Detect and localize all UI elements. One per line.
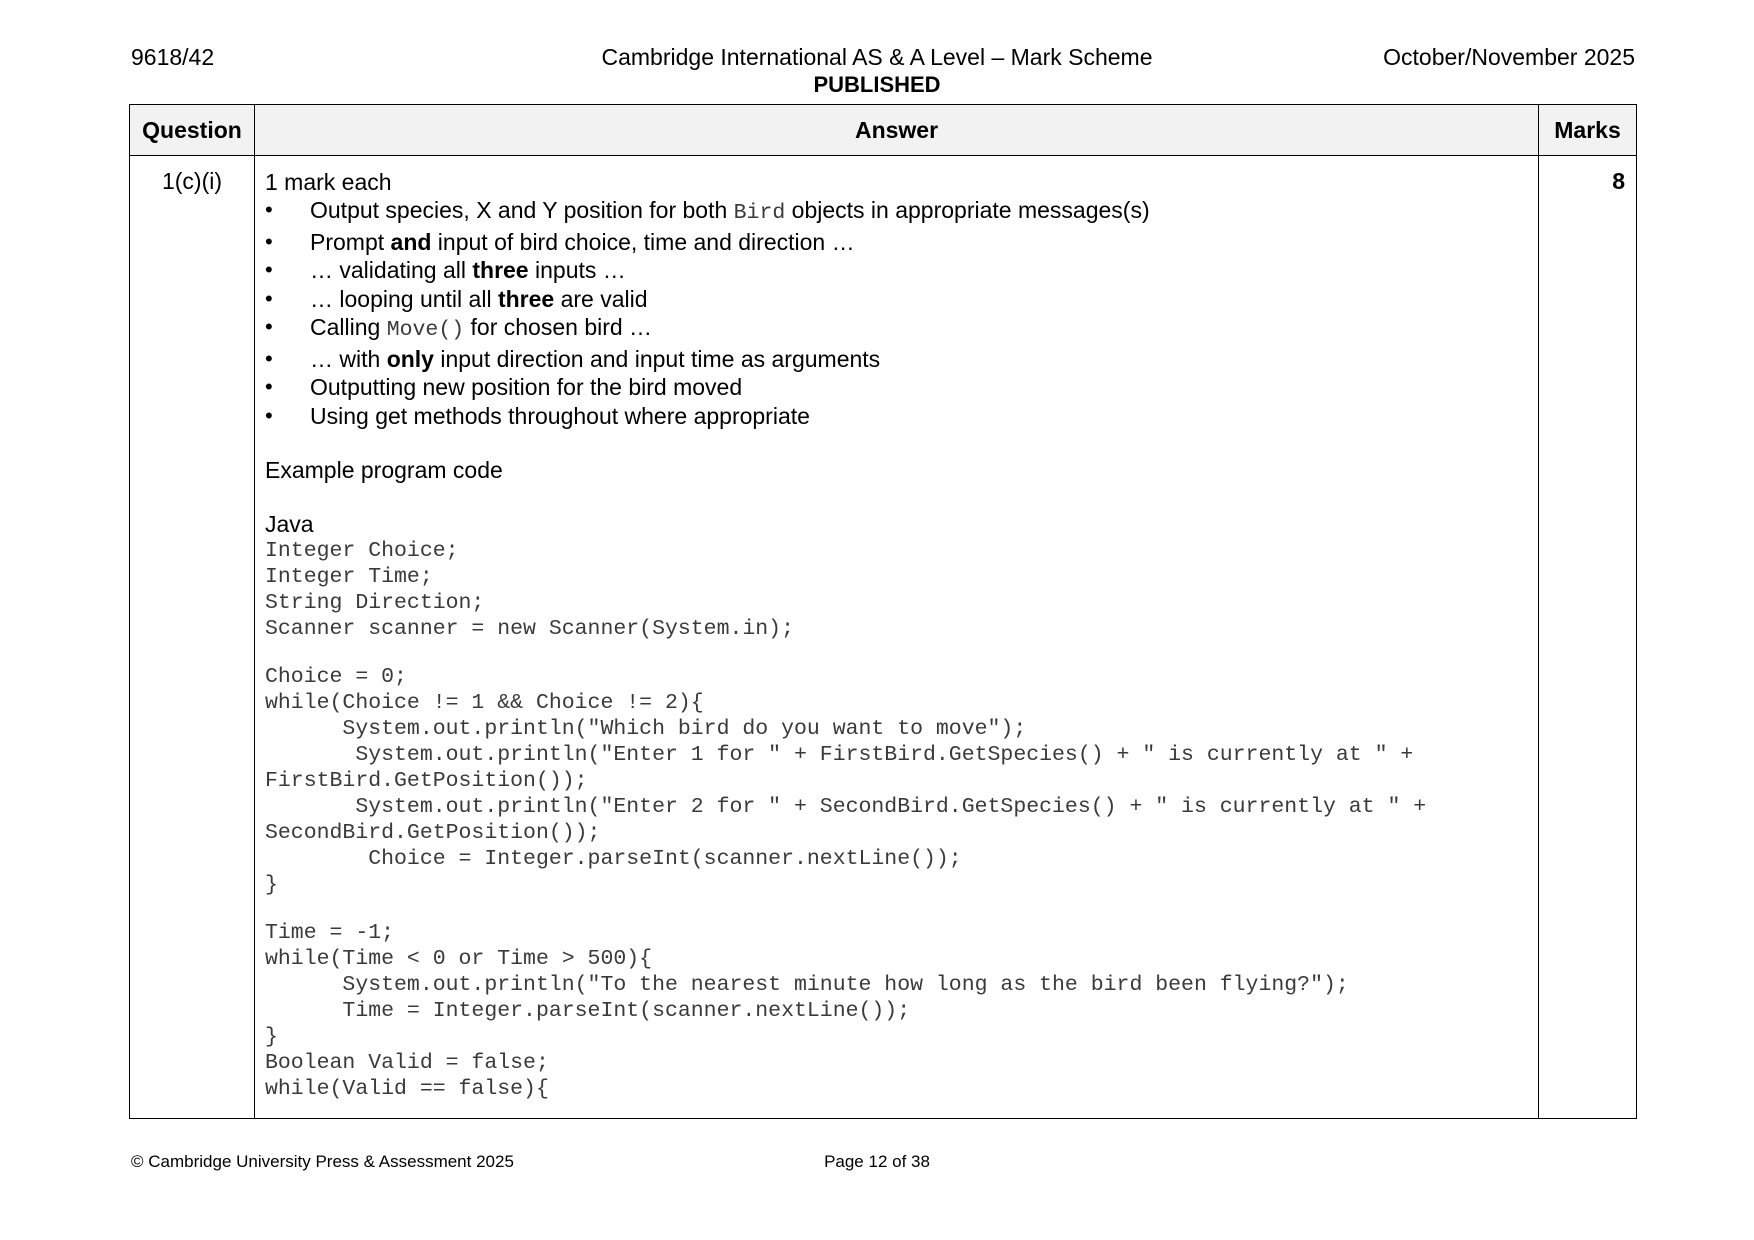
inline-code: Move(): [386, 318, 465, 342]
bullet-emphasis: only: [386, 345, 434, 372]
bullet-text: are valid: [554, 285, 648, 312]
bullet-text: for chosen bird …: [464, 314, 653, 340]
answer-column-header: Answer: [255, 105, 1539, 156]
list-item: [265, 196, 1528, 228]
copyright-notice: © Cambridge University Press & Assessment 2025: [131, 1152, 514, 1171]
bullet-text: inputs …: [528, 257, 626, 283]
marking-points-list: [265, 196, 1528, 430]
table-row: [130, 156, 1637, 1119]
list-item: [265, 256, 1528, 285]
list-item: [265, 402, 1528, 431]
list-item: [265, 345, 1528, 374]
bullet-emphasis: three: [497, 285, 555, 312]
list-item: [265, 228, 1528, 257]
marks-value: 8: [1539, 156, 1637, 1119]
bullet-text: objects in appropriate messages(s): [785, 197, 1150, 223]
mark-scheme-table: [129, 104, 1637, 1119]
bullet-text: … with: [310, 345, 387, 372]
document-title: Cambridge International AS & A Level – Mark Scheme: [601, 44, 1153, 70]
table-header-row: [130, 105, 1637, 156]
answer-cell: [255, 156, 1539, 1119]
question-number: 1(c)(i): [130, 156, 255, 1119]
code-block: Time = -1; while(Time < 0 or Time > 500){ System.out.println("To the nearest minute how long as the bird been flying?"); Time = Integer.parseInt(scanner.nextLine()); } Boolean Valid = false; while(Valid == false){: [265, 921, 1349, 1101]
marking-intro: 1 mark each: [265, 169, 392, 195]
page-number: Page 12 of 38: [824, 1152, 930, 1171]
bullet-emphasis: and: [390, 228, 432, 255]
marks-column-header: Marks: [1539, 105, 1637, 156]
list-item: [265, 373, 1528, 402]
exam-session: October/November 2025: [1383, 44, 1635, 70]
published-label: PUBLISHED: [813, 72, 941, 97]
example-code-heading: Example program code: [265, 457, 503, 483]
bullet-text: input direction and input time as arguments: [433, 345, 881, 372]
bullet-emphasis: three: [472, 257, 529, 283]
list-item: [265, 285, 1528, 314]
bullet-text: … looping until all: [310, 285, 498, 312]
code-block: Integer Choice; Integer Time; String Direction; Scanner scanner = new Scanner(System.in);: [265, 539, 794, 641]
language-label: Java: [265, 511, 314, 537]
bullet-text: input of bird choice, time and direction …: [431, 228, 855, 255]
bullet-text: Output species, X and Y position for both: [310, 197, 734, 223]
inline-code: Bird: [733, 201, 786, 225]
question-column-header: Question: [130, 105, 255, 156]
bullet-text: … validating all: [310, 257, 473, 283]
code-block: Choice = 0; while(Choice != 1 && Choice != 2){ System.out.println("Which bird do you want to move"); System.out.println("Enter 1 for " + FirstBird.GetSpecies() + " is currently at " + FirstBird.GetPosition()); System.out.println("Enter 2 for " + SecondBird.GetSpecies() + " is currently at " + SecondBird.GetPosition()); Choice = Integer.parseInt(scanner.nextLine()); }: [265, 665, 1427, 897]
list-item: [265, 313, 1528, 345]
bullet-text: Using get methods throughout where appropriate: [310, 402, 810, 429]
bullet-text: Calling: [310, 314, 387, 340]
bullet-text: Prompt: [310, 228, 391, 255]
bullet-text: Outputting new position for the bird moved: [310, 374, 743, 400]
paper-code: 9618/42: [131, 44, 215, 70]
